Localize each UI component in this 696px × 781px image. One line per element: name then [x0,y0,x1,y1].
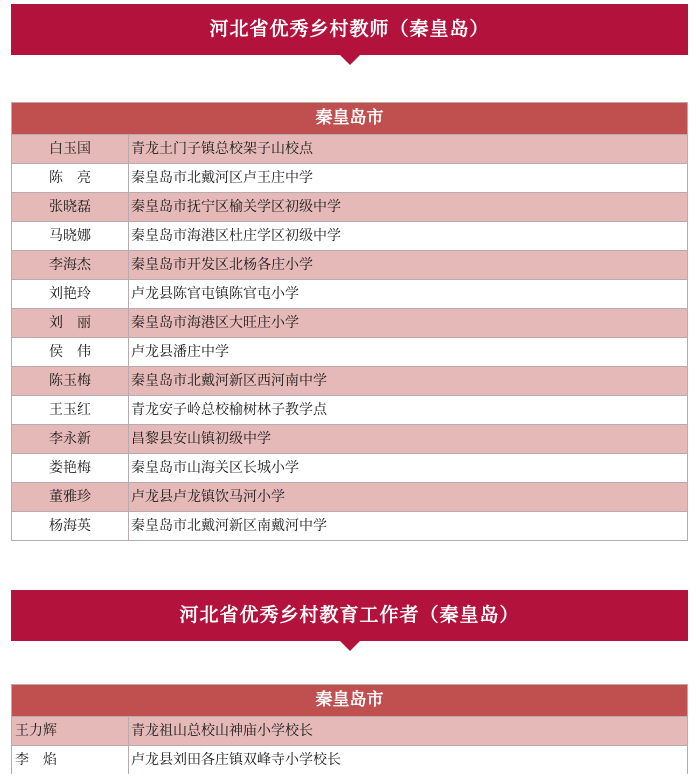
table-row [11,250,688,279]
table-row [11,366,688,395]
table-row [11,745,688,774]
section2-banner [11,590,688,641]
banner-pointer [340,55,360,65]
table-row [11,308,688,337]
school-name: 青龙土门子镇总校架子山校点 [131,141,313,157]
school-name: 秦皇岛市开发区北杨各庄小学 [131,257,313,273]
section1-city-header: 秦皇岛市 [11,103,688,134]
person-name: 刘 丽 [12,309,129,337]
person-name: 李 焰 [12,746,129,774]
person-name: 李海杰 [12,251,129,279]
section2-banner-title: 河北省优秀乡村教育工作者（秦皇岛） [179,604,520,626]
school-name: 青龙安子岭总校榆树林子教学点 [131,402,327,418]
table-row [11,279,688,308]
school-name: 卢龙县卢龙镇饮马河小学 [131,489,285,505]
table-row [11,424,688,453]
table-row [11,716,688,745]
person-name: 李永新 [12,425,129,453]
person-name: 陈 亮 [12,164,129,192]
section1-banner [11,4,688,55]
section1-banner-title: 河北省优秀乡村教师（秦皇岛） [209,18,490,40]
person-name: 王玉红 [12,396,129,424]
section1-rows [11,134,688,541]
school-name: 秦皇岛市抚宁区榆关学区初级中学 [131,199,341,215]
person-name: 张晓磊 [12,193,129,221]
school-name: 卢龙县陈官屯镇陈官屯小学 [131,286,299,302]
table-row [11,453,688,482]
table-row [11,395,688,424]
table-row [11,482,688,511]
person-name: 白玉国 [12,135,129,163]
table-row [11,134,688,163]
person-name: 陈玉梅 [12,367,129,395]
table-row [11,192,688,221]
person-name: 董雅珍 [12,483,129,511]
school-name: 秦皇岛市北戴河区卢王庄中学 [131,170,313,186]
school-name: 秦皇岛市山海关区长城小学 [131,460,299,476]
school-name: 卢龙县刘田各庄镇双峰寺小学校长 [131,752,341,768]
person-name: 王力辉 [12,717,129,745]
person-name: 马晓娜 [12,222,129,250]
school-name: 秦皇岛市海港区杜庄学区初级中学 [131,228,341,244]
school-name: 秦皇岛市海港区大旺庄小学 [131,315,299,331]
section1-table [11,102,688,541]
school-name: 昌黎县安山镇初级中学 [131,431,271,447]
school-name: 卢龙县潘庄中学 [131,344,229,360]
school-name: 青龙祖山总校山神庙小学校长 [131,723,313,739]
person-name: 杨海英 [12,512,129,540]
person-name: 刘艳玲 [12,280,129,308]
table-row [11,511,688,541]
person-name: 娄艳梅 [12,454,129,482]
table-row [11,221,688,250]
table-row [11,163,688,192]
section2-city-header: 秦皇岛市 [11,685,688,716]
school-name: 秦皇岛市北戴河新区西河南中学 [131,373,327,389]
table-row [11,337,688,366]
person-name: 侯 伟 [12,338,129,366]
banner-pointer [340,641,360,651]
section2-rows [11,716,688,774]
section2-table [11,684,688,774]
school-name: 秦皇岛市北戴河新区南戴河中学 [131,518,327,534]
